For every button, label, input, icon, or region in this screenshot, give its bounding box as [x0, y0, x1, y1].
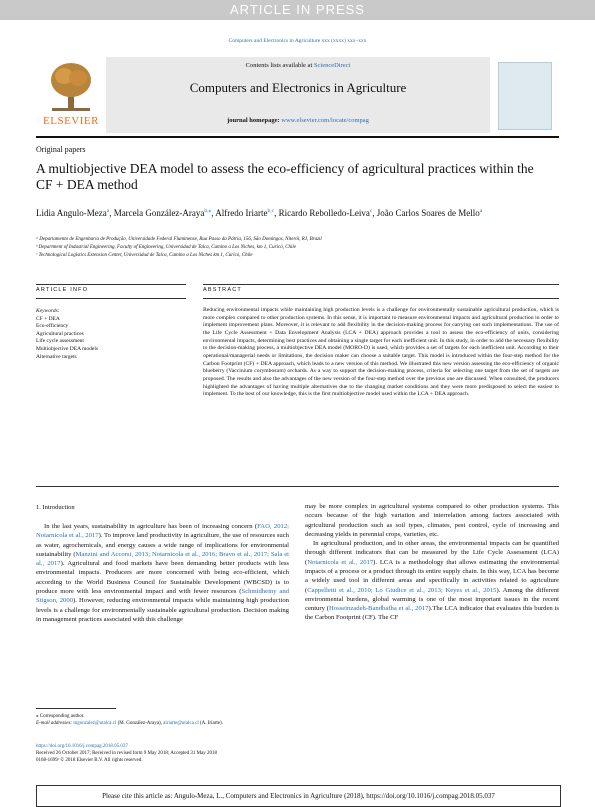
- body-text: ). To improve land productivity in agriculture, the use of resources such as water, agrochemicals, and energy causes a wide range of implications for environmental sustainability (: [36, 532, 290, 558]
- email-line: [36, 720, 316, 727]
- citation-link[interactable]: Hosseinzadeh-Bandbafha et al., 2017: [328, 605, 429, 613]
- body-text: ). However, reducing environmental impacts while maintaining high production levels is a challenge for environmentally sustainable agricultural production. Decision making in management practices associated with this challenge: [36, 597, 290, 623]
- email-label: E-mail addresses:: [36, 721, 73, 726]
- publication-info: [36, 743, 336, 764]
- author-name[interactable]: Ricardo Rebolledo-Leiva: [278, 208, 370, 218]
- cite-this-article-box: Please cite this article as: Angulo-Meza, L., Computers and Electronics in Agriculture (2018), https://doi.org/10.1016/j.compag.2018.05.037: [36, 785, 561, 807]
- citation-link[interactable]: FAO, 2012; Notarnicola et al., 2017: [36, 523, 290, 540]
- footnotes: [36, 713, 316, 727]
- corresponding-author-note: ⁎ Corresponding author.: [36, 714, 85, 719]
- homepage-link[interactable]: www.elsevier.com/locate/compag: [281, 117, 369, 124]
- citation-link[interactable]: Manzini and Accorsi, 2013; Notarnicola et al., 2016; Bravo et al., 2017; Sala et al., 2017: [36, 550, 290, 568]
- abstract-rule: [203, 284, 559, 285]
- keyword: Life cycle assessment: [36, 338, 84, 345]
- keyword: Multiobjective DEA models: [36, 345, 99, 352]
- header-rule: [36, 136, 559, 138]
- keyword: Alternative targets: [36, 353, 77, 360]
- received-dates: Received 26 October 2017; Received in revised form 9 May 2018; Accepted 31 May 2018: [36, 751, 218, 756]
- article-info-heading: ARTICLE INFO: [36, 287, 89, 293]
- keywords-block: [36, 308, 186, 361]
- author-name[interactable]: Alfredo Iriarte: [215, 208, 268, 218]
- citation-link[interactable]: Cappelletti et al., 2010; Lo Giudice et al., 2013; Keyes et al., 2015: [307, 586, 497, 594]
- author-list: [36, 205, 559, 220]
- author-name[interactable]: Lidia Angulo-Meza: [36, 208, 107, 218]
- abstract-bottom-rule: [36, 486, 559, 487]
- footnote-rule: [36, 708, 116, 709]
- affiliation-line: ᶜ Technological Logistics Extension Center, Universidad de Talca, Camino a Los Niches km 1, Curicó, Chile: [36, 253, 253, 258]
- body-text: ). Agricultural and food markets have been demanding better products with less environmental impacts. Producers are more concerned with being eco-efficient, which according to the World Business Council for Sustainable Development (WBCSD) is to produce more with less environmental impact and with fewer resources (: [36, 560, 289, 595]
- email-owner-2: (A. Iriarte).: [199, 721, 223, 726]
- article-section-type: Original papers: [36, 145, 86, 154]
- abstract-text: Reducing environmental impacts while maintaining high production levels is a challenge for environmentally sustainable agricultural production, which is more complex compared to other production systems. In this sense, it is important to measure environmental impacts and agricultural production in order to implement improvement plans. Moreover, it is relevant to add flexibility in the decision-making process for carrying out such implementations. The use of the Life Cycle Assessment + Data Envelopment Analysis (LCA + DEA) approach provides a tool to assess the eco-efficiency of units, considering environmental impacts, determining best practices and obtaining a single target for each inefficient unit. In this study, in order to add the necessary flexibility to the decision-making process, a multiobjective DEA model (MORO-D) is used, which provides a set of targets for each inefficient unit. According to their operational/managerial needs or limitations, the decision maker can choose a suitable target. This model is introduced within the four-step method for the Carbon Footprint (CF) + DEA approach, which leads to a new version of this method. We illustrated this new version assessing the eco-efficiency of organic blueberry (Vaccinium corymbosum) orchards. As a way to support the decision-making process, criteria for selecting one target from the set of targets are proposed. The results and also the advantages of the new version of the four-step method over the previous one are discussed. When consulted, the producers highlighted the advantages of having multiple alternatives due to the changing market conditions and they were more predisposed to select the easiest to implement. To the best of our knowledge, this is the first multiobjective model used within the LCA + DEA approach.: [203, 307, 559, 398]
- body-text: In the last years, sustainability in agriculture has been of increasing concern (: [44, 523, 258, 530]
- article-info-rule: [36, 284, 186, 285]
- journal-title[interactable]: Computers and Electronics in Agriculture: [189, 80, 407, 95]
- body-text: ).The LCA indicator that evaluates this burden is the Carbon Footprint (CF). The CF: [305, 605, 559, 622]
- author-separator: ,: [109, 208, 112, 218]
- contents-line: [106, 62, 490, 69]
- body-column-left: [36, 522, 289, 624]
- article-in-press-banner: ARTICLE IN PRESS: [0, 0, 595, 20]
- journal-homepage-line: [106, 117, 490, 124]
- article-info-subrule: [36, 298, 186, 299]
- copyright-line: 0168-1699/ © 2018 Elsevier B.V. All rights reserved.: [36, 758, 143, 763]
- author-affiliation-marks[interactable]: a: [479, 208, 483, 214]
- author-separator: ,: [372, 208, 375, 218]
- keyword: Eco-efficiency: [36, 323, 69, 330]
- contents-prefix: Contents lists available at: [245, 62, 313, 69]
- doi-link[interactable]: https://doi.org/10.1016/j.compag.2018.05.037: [36, 744, 128, 749]
- email-owner-1: (M. González-Araya),: [117, 721, 162, 726]
- keywords-list: [36, 316, 186, 362]
- body-text: In agricultural production, and in other areas, the environmental impacts can be quantified through different indicators that can be measured by the Life Cycle Assessment (LCA) (: [305, 540, 559, 566]
- sciencedirect-link[interactable]: ScienceDirect: [313, 62, 351, 69]
- citation-link[interactable]: Schmidheiny and Stigson, 2000: [36, 587, 289, 605]
- author-affiliation-marks[interactable]: b,⁎: [204, 208, 212, 214]
- body-paragraph: [36, 522, 289, 624]
- body-text: may be more complex in agricultural systems compared to other production systems. This occurs because of the high variation and interrelation among factors associated with agricultural production such as soil types, climates, pest control, cycle of increasing and decreasing yields in perennial crops, varieties, etc.: [305, 503, 559, 538]
- introduction-heading: 1. Introduction: [36, 504, 75, 511]
- citation-link[interactable]: Notarnicola et al., 2017: [307, 558, 374, 566]
- author-affiliation-marks[interactable]: a: [106, 208, 110, 214]
- elsevier-tree-icon: [48, 60, 94, 112]
- keywords-label: Keywords:: [36, 308, 60, 314]
- author-name[interactable]: João Carlos Soares de Mello: [376, 208, 480, 218]
- body-paragraph: [305, 502, 559, 539]
- journal-cover-thumbnail: [498, 62, 552, 130]
- keyword: CF + DEA: [36, 315, 60, 322]
- author-separator: ,: [211, 208, 214, 218]
- affiliations: [36, 236, 559, 260]
- publisher-logo-text: ELSEVIER: [43, 115, 99, 127]
- body-column-right: [305, 502, 559, 623]
- keyword: Agricultural practices: [36, 330, 84, 337]
- affiliation-line: ᵇ Department of Industrial Engineering, Faculty of Engineering, Universidad de Talca, Camino a Los Niches, km 1, Curicó, Chile: [36, 245, 297, 250]
- paper-title: A multiobjective DEA model to assess the eco-efficiency of agricultural practices within the CF + DEA method: [36, 161, 534, 192]
- author-affiliation-marks[interactable]: b,c: [267, 208, 275, 214]
- body-text: ). Among the different environmental burdens, global warming is one of the most important issues in the recent century (: [305, 586, 559, 613]
- email-link-2[interactable]: airiarte@utalca.cl: [163, 721, 199, 726]
- author-separator: ,: [274, 208, 277, 218]
- email-link-1[interactable]: mgonzalez@utalca.cl: [73, 721, 117, 726]
- body-paragraph: [305, 539, 559, 623]
- author-name[interactable]: Marcela González-Araya: [113, 208, 205, 218]
- journal-citation-top[interactable]: Computers and Electronics in Agriculture xxx (xxxx) xxx–xxx: [228, 38, 367, 44]
- abstract-subrule: [203, 298, 559, 299]
- homepage-label: journal homepage:: [227, 117, 280, 124]
- body-text: ). LCA is a methodology that allows estimating the environmental impacts of a process or a product through its entire supply chain. In this way, LCA has become a widely used tool in different areas and specifically in activities related to agriculture (: [305, 558, 559, 594]
- abstract-heading: ABSTRACT: [203, 287, 242, 293]
- author-affiliation-marks[interactable]: c: [369, 208, 373, 214]
- affiliation-line: ᵃ Departamento de Engenharia de Produção, Universidade Federal Fluminense, Rua Passo da Pátria, 156, São Domingos, Niterói, RJ, Brazil: [36, 237, 322, 242]
